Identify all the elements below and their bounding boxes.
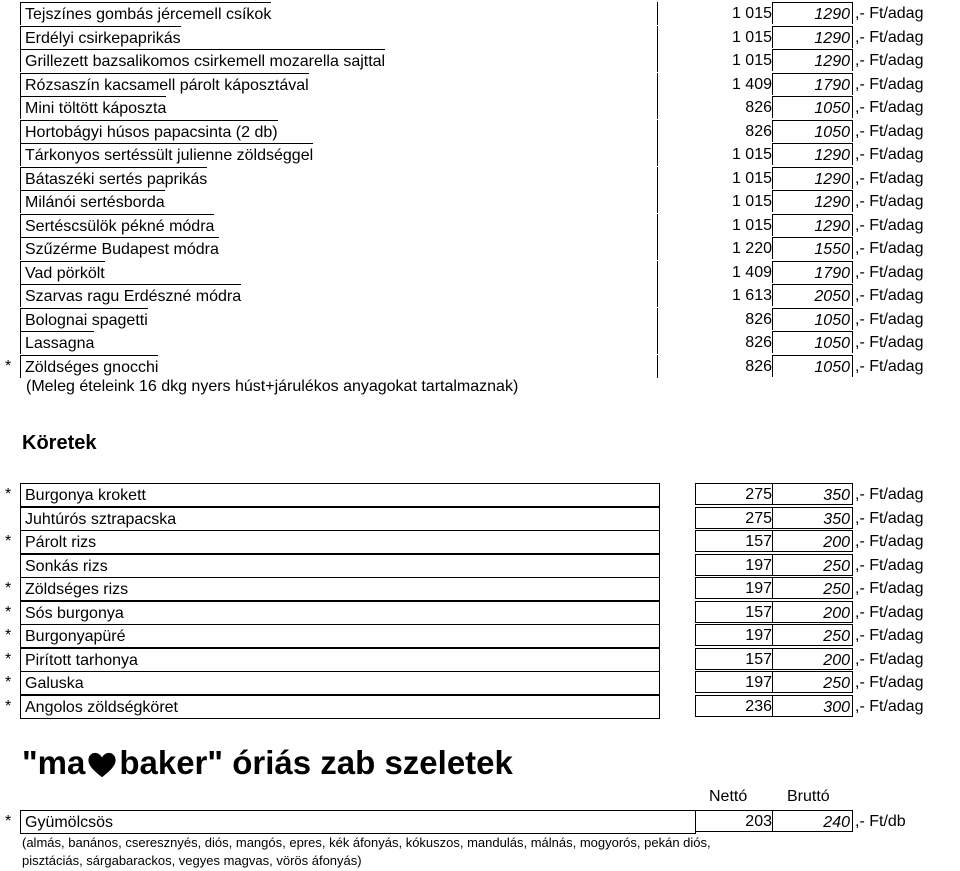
net-price: 1 409 xyxy=(731,263,772,281)
price-unit: ,- Ft/db xyxy=(855,813,906,830)
vegetarian-star: * xyxy=(5,650,12,668)
net-price: 197 xyxy=(745,674,772,691)
net-price: 826 xyxy=(745,122,772,140)
net-price: 1 015 xyxy=(731,52,772,69)
item-name: Erdélyi csirkepaprikás xyxy=(20,26,181,49)
table-row xyxy=(0,648,960,671)
item-name: Rózsaszín kacsamell párolt káposztával xyxy=(20,73,309,96)
gross-price: 1290 xyxy=(772,26,853,48)
gross-price: 240 xyxy=(772,810,853,832)
item-name: Gyümölcsös xyxy=(20,810,696,834)
item-name: Angolos zöldségköret xyxy=(20,695,660,719)
price-unit: ,- Ft/adag xyxy=(855,650,924,668)
net-price: 157 xyxy=(745,650,772,668)
net-price: 275 xyxy=(745,486,772,503)
net-price: 826 xyxy=(745,310,772,328)
vegetarian-star: * xyxy=(5,674,12,691)
column-divider xyxy=(657,214,658,237)
table-row xyxy=(0,601,960,624)
sides-heading: Köretek xyxy=(22,432,97,454)
net-price: 1 015 xyxy=(731,169,772,187)
table-row xyxy=(0,554,960,577)
gross-price: 250 xyxy=(772,554,853,576)
gross-price: 1790 xyxy=(772,73,853,95)
price-unit: ,- Ft/adag xyxy=(855,240,924,257)
item-name: Burgonyapüré xyxy=(20,624,660,648)
net-price: 826 xyxy=(745,357,772,375)
net-price: 157 xyxy=(745,603,772,621)
gross-price: 200 xyxy=(772,648,853,670)
price-unit: ,- Ft/adag xyxy=(855,28,924,46)
gross-price: 1050 xyxy=(772,308,853,330)
table-row xyxy=(0,695,960,718)
net-price: 236 xyxy=(745,697,772,715)
net-price: 157 xyxy=(745,533,772,550)
price-unit: ,- Ft/adag xyxy=(855,287,924,304)
column-divider xyxy=(657,167,658,190)
net-price: 1 015 xyxy=(731,146,772,163)
net-price: 1 220 xyxy=(731,240,772,257)
item-name: Grillezett bazsalikomos csirkemell mozarella sajttal xyxy=(20,49,385,72)
column-divider xyxy=(657,331,658,354)
item-name: Vad pörkölt xyxy=(20,261,105,284)
price-unit: ,- Ft/adag xyxy=(855,334,924,351)
vegetarian-star: * xyxy=(5,697,12,715)
column-divider xyxy=(657,284,658,307)
item-name: Bátaszéki sertés paprikás xyxy=(20,167,207,190)
gross-price: 250 xyxy=(772,671,853,693)
table-row xyxy=(0,143,960,166)
gross-price: 350 xyxy=(772,483,853,505)
column-divider xyxy=(657,261,658,284)
price-unit: ,- Ft/adag xyxy=(855,146,924,163)
column-divider xyxy=(657,190,658,213)
column-divider xyxy=(657,237,658,260)
price-unit: ,- Ft/adag xyxy=(855,509,924,527)
table-row xyxy=(0,624,960,647)
oat-title-right: baker" óriás zab szeletek xyxy=(119,744,513,781)
net-price: 197 xyxy=(745,580,772,597)
item-name: Tejszínes gombás jércemell csíkok xyxy=(20,2,271,25)
item-name: Sertéscsülök pékné módra xyxy=(20,214,214,237)
price-unit: ,- Ft/adag xyxy=(855,674,924,691)
price-unit: ,- Ft/adag xyxy=(855,533,924,550)
item-name: Szarvas ragu Erdészné módra xyxy=(20,284,241,307)
oat-bar-title xyxy=(22,744,513,782)
net-price: 203 xyxy=(745,813,772,830)
net-price: 826 xyxy=(745,334,772,351)
table-row xyxy=(0,530,960,553)
vegetarian-star: * xyxy=(5,580,12,597)
net-price: 197 xyxy=(745,627,772,644)
oat-item-row xyxy=(0,810,960,833)
net-price: 1 015 xyxy=(731,216,772,234)
column-header-gross: Bruttó xyxy=(787,788,830,805)
mains-note: (Meleg ételeink 16 dkg nyers húst+járulékos anyagokat tartalmaznak) xyxy=(26,378,519,395)
column-divider xyxy=(657,73,658,96)
item-name: Zöldséges gnocchi xyxy=(20,355,158,378)
item-name: Mini töltött káposzta xyxy=(20,96,166,119)
gross-price: 250 xyxy=(772,577,853,599)
gross-price: 250 xyxy=(772,624,853,646)
price-unit: ,- Ft/adag xyxy=(855,697,924,715)
item-name: Burgonya krokett xyxy=(20,483,660,507)
price-unit: ,- Ft/adag xyxy=(855,580,924,597)
table-row xyxy=(0,2,960,25)
column-header-net: Nettó xyxy=(709,788,748,805)
price-unit: ,- Ft/adag xyxy=(855,99,924,116)
price-unit: ,- Ft/adag xyxy=(855,5,924,22)
table-row xyxy=(0,167,960,190)
item-name: Szűzérme Budapest módra xyxy=(20,237,219,260)
table-row xyxy=(0,73,960,96)
price-unit: ,- Ft/adag xyxy=(855,169,924,187)
table-row xyxy=(0,49,960,72)
vegetarian-star: * xyxy=(5,603,12,621)
gross-price: 1050 xyxy=(772,331,853,353)
gross-price: 1550 xyxy=(772,237,853,259)
item-name: Párolt rizs xyxy=(20,530,660,554)
gross-price: 1290 xyxy=(772,214,853,236)
vegetarian-star: * xyxy=(5,486,12,503)
gross-price: 1290 xyxy=(772,143,853,165)
oat-flavors-line-1: (almás, banános, cseresznyés, diós, mangós, epres, kék áfonyás, kókuszos, mandulás, málnás, mogyorós, pekán diós, xyxy=(22,835,711,850)
vegetarian-star: * xyxy=(5,813,12,830)
column-divider xyxy=(657,2,658,25)
gross-price: 1050 xyxy=(772,96,853,118)
oat-flavors-line-2: pisztáciás, sárgabarackos, vegyes magvas, vörös áfonyás) xyxy=(22,853,362,868)
gross-price: 1050 xyxy=(772,120,853,142)
vegetarian-star: * xyxy=(5,627,12,644)
item-name: Hortobágyi húsos papacsinta (2 db) xyxy=(20,120,278,143)
net-price: 275 xyxy=(745,509,772,527)
vegetarian-star: * xyxy=(5,533,12,550)
table-row xyxy=(0,507,960,530)
item-name: Sós burgonya xyxy=(20,601,660,625)
item-name: Zöldséges rizs xyxy=(20,577,660,601)
price-unit: ,- Ft/adag xyxy=(855,216,924,234)
gross-price: 200 xyxy=(772,530,853,552)
column-divider xyxy=(657,143,658,166)
net-price: 1 613 xyxy=(731,287,772,304)
item-name: Bolognai spagetti xyxy=(20,308,148,331)
table-row xyxy=(0,96,960,119)
net-price: 1 015 xyxy=(731,5,772,22)
gross-price: 1290 xyxy=(772,190,853,212)
item-name: Juhtúrós sztrapacska xyxy=(20,507,660,531)
column-divider xyxy=(657,120,658,143)
table-row xyxy=(0,261,960,284)
gross-price: 200 xyxy=(772,601,853,623)
price-unit: ,- Ft/adag xyxy=(855,122,924,140)
net-price: 1 015 xyxy=(731,193,772,210)
oat-title-left: "ma xyxy=(22,744,86,781)
table-row xyxy=(0,190,960,213)
gross-price: 1290 xyxy=(772,167,853,189)
price-unit: ,- Ft/adag xyxy=(855,52,924,69)
item-name: Tárkonyos sertéssült julienne zöldséggel xyxy=(20,143,313,166)
table-row xyxy=(0,577,960,600)
item-name: Milánói sertésborda xyxy=(20,190,165,213)
column-divider xyxy=(657,49,658,72)
column-divider xyxy=(657,96,658,119)
table-row xyxy=(0,26,960,49)
table-row xyxy=(0,308,960,331)
price-unit: ,- Ft/adag xyxy=(855,75,924,93)
price-unit: ,- Ft/adag xyxy=(855,357,924,375)
price-unit: ,- Ft/adag xyxy=(855,486,924,503)
table-row xyxy=(0,331,960,354)
table-row xyxy=(0,483,960,506)
column-divider xyxy=(657,355,658,378)
price-unit: ,- Ft/adag xyxy=(855,263,924,281)
gross-price: 1290 xyxy=(772,2,853,24)
price-unit: ,- Ft/adag xyxy=(855,310,924,328)
table-row xyxy=(0,237,960,260)
gross-price: 1790 xyxy=(772,261,853,283)
column-divider xyxy=(657,26,658,49)
gross-price: 300 xyxy=(772,695,853,717)
price-unit: ,- Ft/adag xyxy=(855,627,924,644)
gross-price: 1290 xyxy=(772,49,853,71)
gross-price: 2050 xyxy=(772,284,853,306)
heart-icon xyxy=(87,750,117,780)
table-row xyxy=(0,284,960,307)
net-price: 1 015 xyxy=(731,28,772,46)
table-row xyxy=(0,355,960,378)
column-divider xyxy=(657,308,658,331)
item-name: Galuska xyxy=(20,671,660,695)
price-unit: ,- Ft/adag xyxy=(855,193,924,210)
table-row xyxy=(0,120,960,143)
price-unit: ,- Ft/adag xyxy=(855,603,924,621)
net-price: 197 xyxy=(745,556,772,574)
gross-price: 350 xyxy=(772,507,853,529)
gross-price: 1050 xyxy=(772,355,853,377)
table-row xyxy=(0,214,960,237)
net-price: 1 409 xyxy=(731,75,772,93)
item-name: Pirított tarhonya xyxy=(20,648,660,672)
vegetarian-star: * xyxy=(5,357,12,375)
net-price: 826 xyxy=(745,99,772,116)
price-unit: ,- Ft/adag xyxy=(855,556,924,574)
item-name: Lassagna xyxy=(20,331,94,354)
table-row xyxy=(0,671,960,694)
item-name: Sonkás rizs xyxy=(20,554,660,578)
